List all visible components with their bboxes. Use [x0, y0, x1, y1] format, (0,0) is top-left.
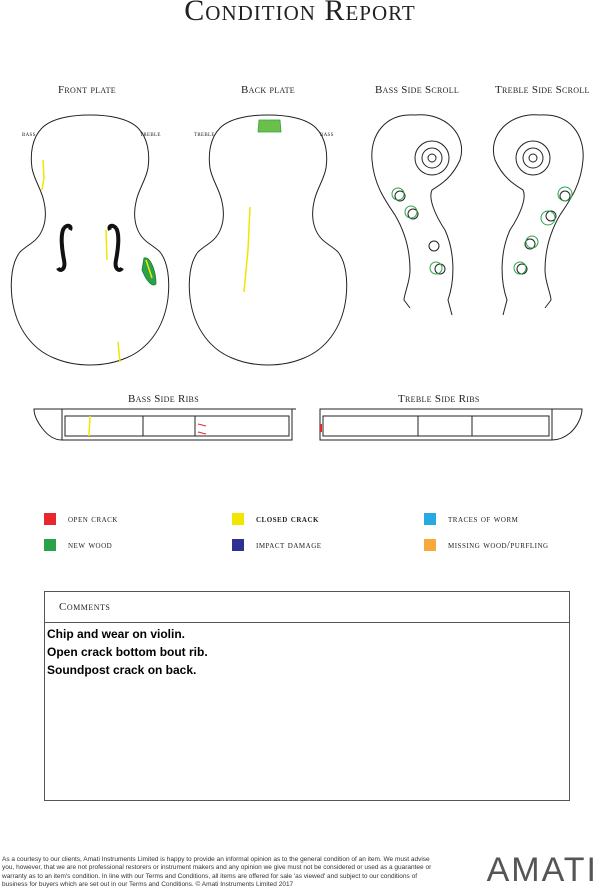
- new-wood-mark: [541, 211, 555, 225]
- treble-side-ribs: [320, 409, 582, 440]
- front-plate: [11, 115, 168, 365]
- legend-label: open crack: [68, 513, 118, 525]
- page-title: Condition Report: [184, 0, 416, 27]
- legend-swatch: [232, 539, 244, 551]
- bass-side-ribs: [34, 409, 296, 440]
- amati-logo: AMATI: [486, 851, 598, 889]
- closed-crack-mark: [118, 342, 120, 362]
- legend-label: traces of worm: [448, 513, 519, 525]
- new-wood-mark: [405, 206, 417, 218]
- legend-label: new wood: [68, 539, 113, 551]
- legend-swatch: [424, 513, 436, 525]
- back-plate: [189, 115, 346, 365]
- treble-side-scroll: [493, 115, 583, 315]
- legend-label: impact damage: [256, 539, 322, 551]
- closed-crack-mark: [106, 230, 107, 260]
- bass-side-ribs-label: Bass Side Ribs: [128, 393, 199, 405]
- bass-side-scroll: [372, 115, 462, 315]
- legend-swatch: [232, 513, 244, 525]
- open-crack-mark: [198, 424, 206, 434]
- new-wood-mark: [142, 258, 156, 285]
- new-wood-mark: [258, 120, 281, 132]
- front-bass-label: bass: [22, 130, 36, 138]
- legend-swatch: [44, 513, 56, 525]
- treble-side-ribs-label: Treble Side Ribs: [398, 393, 480, 405]
- closed-crack-mark: [89, 416, 90, 436]
- comment-line: Soundpost crack on back.: [47, 663, 197, 677]
- front-treble-label: treble: [140, 130, 161, 138]
- legend-swatch: [424, 539, 436, 551]
- front-plate-label: Front plate: [58, 84, 116, 96]
- back-bass-label: bass: [320, 130, 334, 138]
- back-plate-label: Back plate: [241, 84, 295, 96]
- new-wood-mark: [514, 262, 526, 274]
- legend-missing-wood: [424, 539, 549, 551]
- new-wood-mark: [526, 236, 538, 248]
- legend-traces-of-worm: [424, 513, 518, 525]
- legend-label: closed crack: [256, 513, 319, 525]
- legend-new-wood: [44, 539, 112, 551]
- legend-closed-crack: [232, 513, 319, 525]
- legend-label: missing wood/purfling: [448, 539, 549, 551]
- disclaimer-text: As a courtesy to our clients, Amati Instruments Limited is happy to provide an informal opinion as to the general condition of an item. We must advise you, however, that we are not professional restorers or instrument makers and any opinion we give must not be considered or used as a guarantee or warranty as to an item's condition. In line with our Terms and Conditions, all items are offered for sale 'as viewed' and subject to our conditions of business for buyers which are set out in our Terms and Conditions. © Amati Instruments Limited 2017: [2, 856, 432, 889]
- closed-crack-mark: [244, 207, 250, 292]
- back-treble-label: treble: [194, 130, 215, 138]
- treble-side-scroll-label: Treble Side Scroll: [495, 84, 590, 96]
- closed-crack-mark: [42, 160, 44, 190]
- comments-box: [44, 591, 570, 801]
- legend-open-crack: [44, 513, 118, 525]
- new-wood-mark: [392, 188, 404, 200]
- comment-line: Open crack bottom bout rib.: [47, 645, 208, 659]
- comments-heading: Comments: [45, 592, 569, 623]
- comments-text[interactable]: [45, 623, 569, 679]
- legend-swatch: [44, 539, 56, 551]
- bass-side-scroll-label: Bass Side Scroll: [375, 84, 460, 96]
- comment-line: Chip and wear on violin.: [47, 627, 186, 641]
- legend-impact-damage: [232, 539, 322, 551]
